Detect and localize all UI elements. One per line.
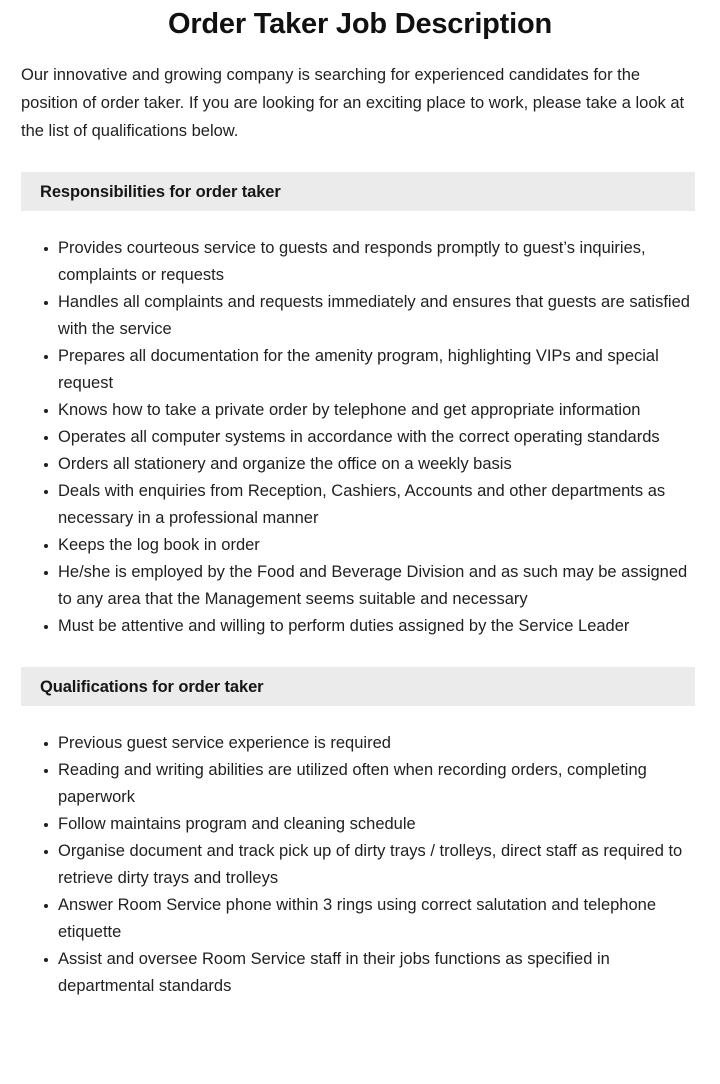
list-item: Operates all computer systems in accordance with the correct operating standards [0, 424, 695, 451]
section-heading: Qualifications for order taker [40, 677, 264, 696]
section-header [21, 172, 695, 211]
list-item: Answer Room Service phone within 3 rings using correct salutation and telephone etiquette [0, 892, 695, 946]
bullet-list [0, 730, 720, 1000]
list-item: Organise document and track pick up of dirty trays / trolleys, direct staff as required to retrieve dirty trays and trolleys [0, 838, 695, 892]
section [0, 667, 720, 1000]
list-item: He/she is employed by the Food and Beverage Division and as such may be assigned to any area that the Management seems suitable and necessary [0, 559, 695, 613]
sections-container [0, 172, 720, 1000]
section-header [21, 667, 695, 706]
section-spacer [0, 211, 720, 221]
list-item: Provides courteous service to guests and responds promptly to guest’s inquiries, complaints or requests [0, 235, 695, 289]
list-item: Reading and writing abilities are utilized often when recording orders, completing paperwork [0, 757, 695, 811]
list-item: Orders all stationery and organize the office on a weekly basis [0, 451, 695, 478]
list-item: Follow maintains program and cleaning schedule [0, 811, 695, 838]
page-title: Order Taker Job Description [167, 8, 553, 40]
list-item: Assist and oversee Room Service staff in their jobs functions as specified in departmental standards [0, 946, 695, 1000]
list-item: Handles all complaints and requests immediately and ensures that guests are satisfied with the service [0, 289, 695, 343]
list-item: Must be attentive and willing to perform duties assigned by the Service Leader [0, 613, 695, 640]
intro-paragraph: Our innovative and growing company is searching for experienced candidates for the position of order taker. If you are looking for an exciting place to work, please take a look at the list of qualifications below. [21, 66, 685, 140]
list-item: Keeps the log book in order [0, 532, 695, 559]
section-spacer [0, 706, 720, 716]
section [0, 172, 720, 640]
bullet-list [0, 235, 720, 640]
section-heading: Responsibilities for order taker [40, 182, 281, 201]
list-item: Knows how to take a private order by telephone and get appropriate information [0, 397, 695, 424]
list-item: Prepares all documentation for the amenity program, highlighting VIPs and special request [0, 343, 695, 397]
list-item: Deals with enquiries from Reception, Cashiers, Accounts and other departments as necessary in a professional manner [0, 478, 695, 532]
page-bottom-spacer [0, 1000, 720, 1030]
list-item: Previous guest service experience is required [0, 730, 695, 757]
